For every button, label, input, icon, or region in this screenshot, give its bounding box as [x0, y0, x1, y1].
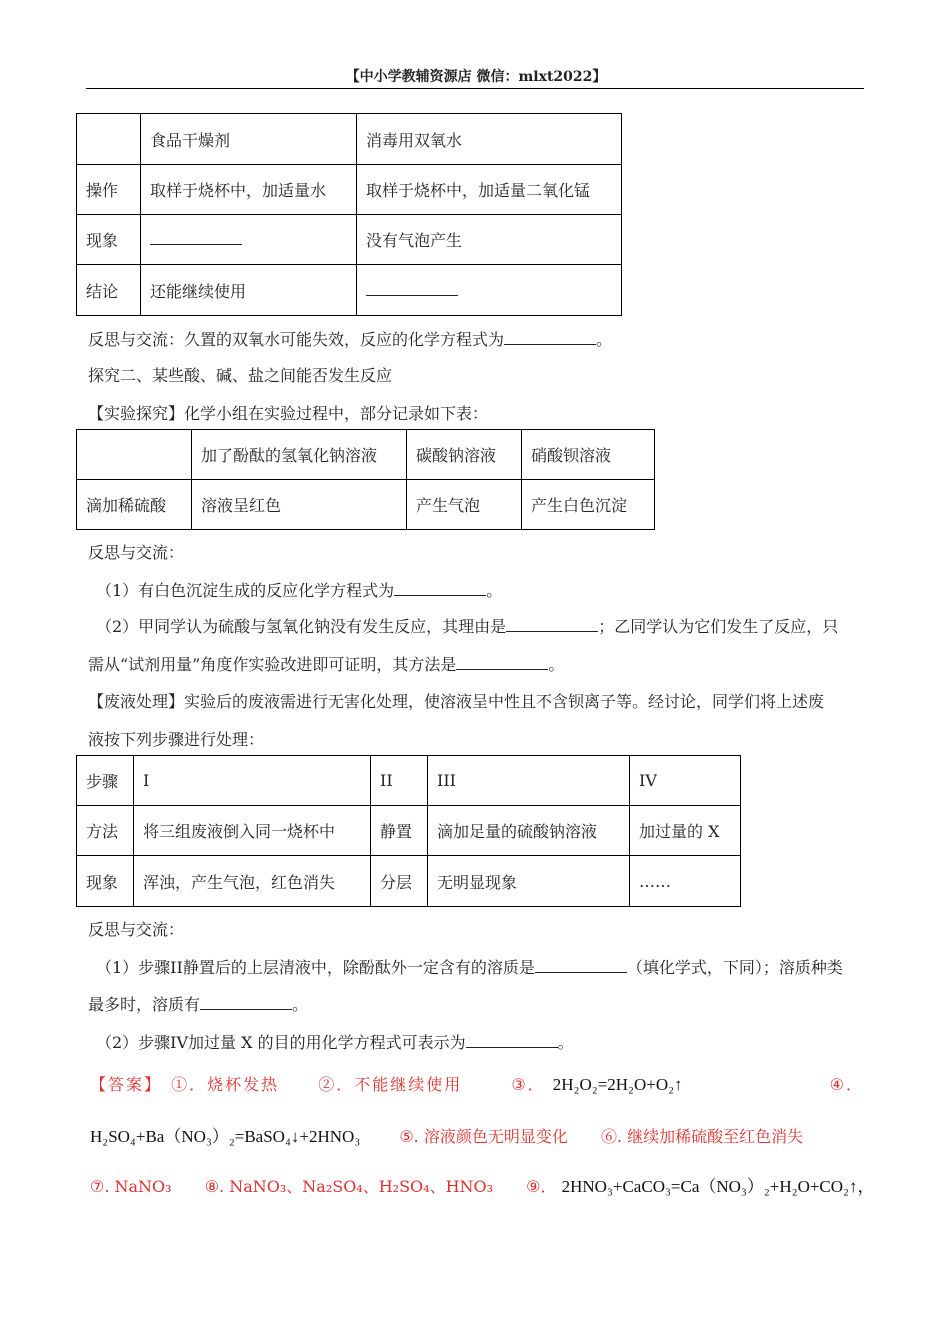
answer-blank	[504, 330, 596, 345]
answer-8: ⑧. NaNO₃、Na₂SO₄、H₂SO₄、HNO₃	[204, 1177, 494, 1196]
table-cell: 产生白色沉淀	[522, 480, 655, 530]
answer-3-number: ③．	[511, 1075, 546, 1094]
row-label: 现象	[77, 856, 134, 907]
answer-line-1	[90, 1072, 864, 1095]
page-header: 【中小学教辅资源店 微信：mlxt2022】	[345, 69, 607, 85]
table-header-cell: 食品干燥剂	[141, 114, 357, 165]
question-line	[88, 652, 564, 675]
answer-blank	[200, 995, 292, 1010]
row-label: 滴加稀硫酸	[77, 480, 192, 530]
question-line	[96, 1030, 574, 1053]
paragraph: 反思与交流：	[88, 543, 185, 562]
table-cell: 将三组废液倒入同一烧杯中	[134, 806, 371, 856]
table-cell: 取样于烧杯中，加适量水	[141, 165, 357, 215]
table-header-cell: 碳酸钠溶液	[407, 430, 522, 480]
paragraph: 液按下列步骤进行处理：	[88, 730, 265, 749]
table-cell: 产生气泡	[407, 480, 522, 530]
header-rule	[86, 88, 864, 89]
table-header-cell: IV	[630, 756, 741, 806]
table-cell: ……	[630, 856, 741, 907]
table-desiccant-peroxide	[76, 113, 622, 316]
table-cell	[77, 430, 192, 480]
answer-7: ⑦. NaNO₃	[90, 1177, 172, 1196]
text: 最多时，溶质有	[88, 995, 201, 1014]
table-cell: 分层	[371, 856, 428, 907]
table-waste-steps	[76, 755, 741, 907]
row-label: 方法	[77, 806, 134, 856]
table-header-cell: II	[371, 756, 428, 806]
table-header-cell: 消毒用双氧水	[357, 114, 622, 165]
answer-blank	[394, 581, 486, 596]
text: 反思与交流：久置的双氧水可能失效，反应的化学方程式为	[88, 330, 505, 349]
text: 需从“试剂用量”角度作实验改进即可证明，其方法是	[88, 655, 457, 674]
text: 。	[292, 995, 309, 1014]
row-label: 现象	[77, 215, 141, 265]
answer-label: 【答案】	[90, 1075, 163, 1094]
paragraph: 【实验探究】化学小组在实验过程中，部分记录如下表：	[88, 404, 489, 423]
text: 。	[557, 1033, 574, 1052]
answer-4-equation: H₂SO₄+Ba（NO₃）₂=BaSO₄↓+2HNO₃	[90, 1127, 361, 1146]
question-line	[88, 992, 308, 1015]
table-cell: 取样于烧杯中，加适量二氧化锰	[357, 165, 622, 215]
question-line	[96, 955, 843, 978]
answer-blank	[466, 1033, 558, 1048]
answer-blank	[456, 655, 548, 670]
text: 。	[548, 655, 565, 674]
text: 。	[596, 330, 613, 349]
answer-1: ①．烧杯发热	[171, 1075, 280, 1094]
answer-blank	[366, 281, 458, 296]
paragraph: 反思与交流：	[88, 920, 185, 939]
answer-3-equation: 2H₂O₂=2H₂O+O₂↑	[552, 1075, 683, 1094]
table-cell	[77, 114, 141, 165]
paragraph: 【废液处理】实验后的废液需进行无害化处理，使溶液呈中性且不含钡离子等。经讨论，同学们将上述废	[88, 692, 825, 711]
text: （2）甲同学认为硫酸与氢氧化钠没有发生反应，其理由是	[96, 617, 507, 636]
table-header-cell: 步骤	[77, 756, 134, 806]
row-label: 操作	[77, 165, 141, 215]
table-cell: 无明显现象	[428, 856, 630, 907]
answer-line-3	[90, 1172, 874, 1197]
text: （填化学式，下同）；溶质种类	[626, 958, 843, 977]
answer-9-equation: 2HNO₃+CaCO₃=Ca（NO₃）₂+H₂O+CO₂↑，	[561, 1177, 875, 1196]
table-cell: 没有气泡产生	[357, 215, 622, 265]
question-line	[88, 327, 612, 350]
table-acid-base-salt	[76, 429, 655, 530]
answer-9-number: ⑨．	[526, 1177, 557, 1196]
table-cell: 滴加足量的硫酸钠溶液	[428, 806, 630, 856]
text: （1）有白色沉淀生成的反应化学方程式为	[96, 581, 395, 600]
answer-6: ⑥. 继续加稀硫酸至红色消失	[600, 1127, 804, 1146]
answer-5: ⑤. 溶液颜色无明显变化	[399, 1127, 568, 1146]
text: ；乙同学认为它们发生了反应，只	[598, 617, 839, 636]
answer-blank	[150, 230, 242, 245]
text: 。	[486, 581, 503, 600]
answer-2: ②．不能继续使用	[318, 1075, 463, 1094]
table-header-cell: I	[134, 756, 371, 806]
answer-4-number: ④．	[829, 1075, 864, 1094]
answer-blank	[535, 958, 627, 973]
question-line	[96, 614, 838, 637]
text: （1）步骤II静置后的上层清液中，除酚酞外一定含有的溶质是	[96, 958, 535, 977]
row-label: 结论	[77, 265, 141, 316]
answer-line-2	[90, 1122, 803, 1147]
table-header-cell: III	[428, 756, 630, 806]
table-cell: 还能继续使用	[141, 265, 357, 316]
table-cell: 溶液呈红色	[192, 480, 407, 530]
section-title: 探究二、某些酸、碱、盐之间能否发生反应	[88, 366, 393, 385]
table-cell: 加过量的 X	[630, 806, 741, 856]
table-header-cell: 硝酸钡溶液	[522, 430, 655, 480]
table-cell: 浑浊，产生气泡，红色消失	[134, 856, 371, 907]
text: （2）步骤IV加过量 X 的目的用化学方程式可表示为	[96, 1033, 466, 1052]
table-cell	[141, 215, 357, 265]
answer-blank	[506, 617, 598, 632]
question-line	[96, 578, 502, 601]
table-header-cell: 加了酚酞的氢氧化钠溶液	[192, 430, 407, 480]
table-cell: 静置	[371, 806, 428, 856]
table-cell	[357, 265, 622, 316]
